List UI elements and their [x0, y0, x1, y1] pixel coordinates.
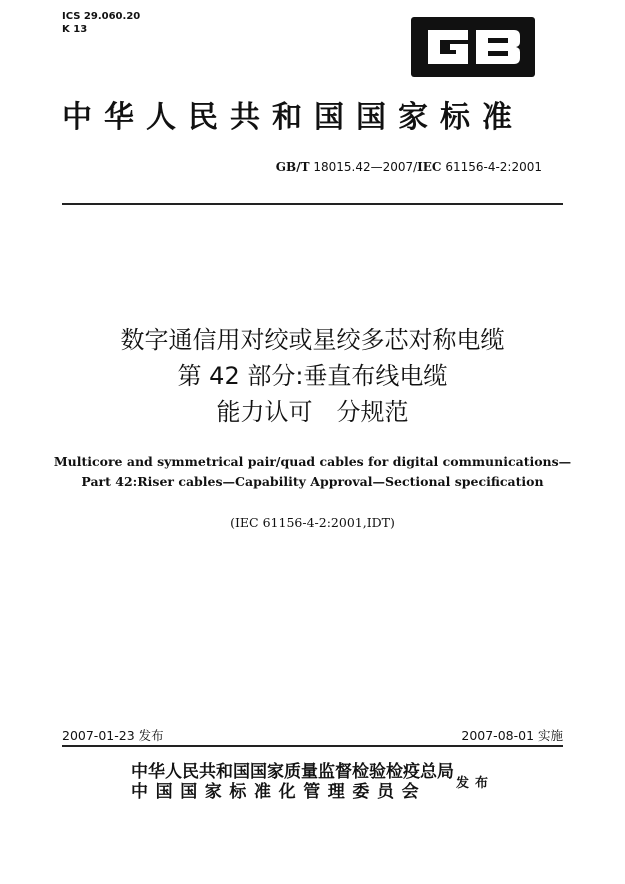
standard-type-title: 中华人民共和国国家标准 [62, 100, 524, 135]
title-en-line2: Part 42:Riser cables—Capability Approval—Sectional specification [81, 474, 544, 489]
gb-logo [410, 16, 536, 78]
standard-prefix: GB/T [275, 160, 310, 174]
issue-label: 发布 [456, 776, 495, 791]
standard-number [276, 160, 542, 174]
iec-prefix: IEC [417, 160, 442, 174]
issuer-line1: 中华人民共和国国家质量监督检验检疫总局 [131, 762, 454, 782]
implement-date: 2007-08-01 实施 [461, 728, 563, 743]
publish-date: 2007-01-23 发布 [62, 728, 164, 743]
equivalence-note: (IEC 61156-4-2:2001,IDT) [230, 515, 395, 530]
title-cn-line2: 第 42 部分:垂直布线电缆 [177, 362, 448, 390]
classification-codes [62, 10, 140, 36]
title-cn-line3: 能力认可 分规范 [216, 398, 409, 426]
issuer-line2: 中国国家标准化管理委员会 [131, 782, 427, 802]
iec-code: 61156-4-2:2001 [445, 160, 542, 174]
footer-divider [62, 745, 563, 747]
gb-logo-graphic [410, 16, 536, 78]
title-en-line1: Multicore and symmetrical pair/quad cables for digital communications— [53, 454, 572, 469]
header-divider [62, 203, 563, 205]
standard-code: 18015.42—2007/ [313, 160, 418, 174]
title-cn-line1: 数字通信用对绞或星绞多芯对称电缆 [120, 326, 505, 354]
ccs-code: K 13 [62, 24, 88, 35]
ics-code: ICS 29.060.20 [62, 11, 141, 22]
